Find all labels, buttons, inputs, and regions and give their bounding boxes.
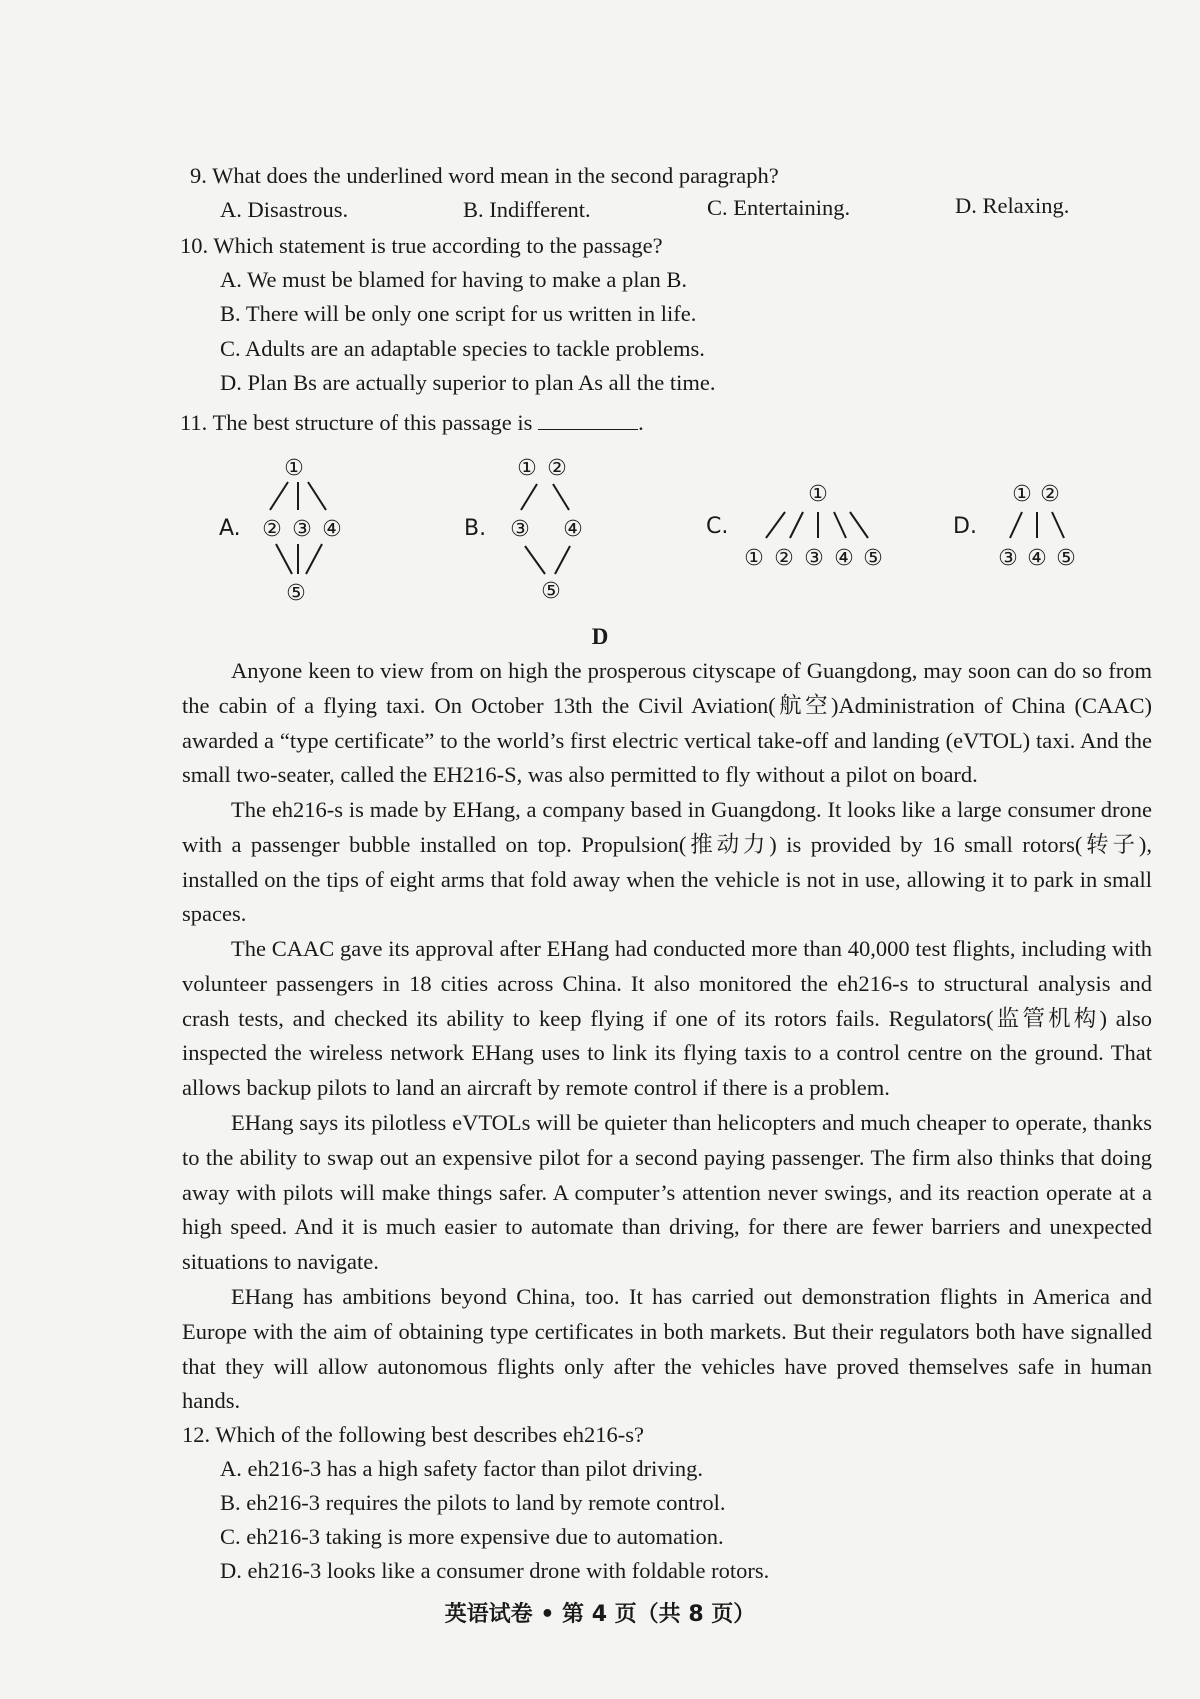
option-a-node-1: ① (284, 456, 304, 481)
option-c-node-3: ③ (804, 546, 824, 571)
q9-option-d: D. Relaxing. (955, 193, 1070, 218)
q11-stem-text: 11. The best structure of this passage is (180, 410, 539, 435)
option-a-node-3: ③ (292, 517, 312, 542)
q12-option-a: A. eh216-3 has a high safety factor than pilot driving. (220, 1456, 704, 1481)
option-b-node-4: ④ (563, 517, 583, 542)
option-c-node-4: ④ (834, 546, 854, 571)
q9-option-c: C. Entertaining. (707, 195, 851, 220)
option-c-node-5: ⑤ (863, 546, 883, 571)
q9-option-a: A. Disastrous. (220, 197, 349, 222)
section-title: D (591, 624, 609, 649)
option-b-node-2: ② (547, 456, 567, 481)
option-b-link (555, 546, 570, 574)
option-c-link (834, 512, 846, 538)
structure-diagrams (0, 448, 1200, 628)
option-a-link (308, 482, 326, 510)
q10-option-d: D. Plan Bs are actually superior to plan As all the time. (220, 370, 716, 395)
option-a-link (306, 544, 322, 574)
option-a-label: A. (219, 516, 241, 541)
option-b-link (521, 484, 537, 510)
option-b-node-5: ⑤ (541, 579, 561, 604)
option-d-node-3: ③ (998, 546, 1018, 571)
q10-option-b: B. There will be only one script for us written in life. (220, 301, 697, 326)
q12-stem: 12. Which of the following best describes eh216-s? (182, 1422, 644, 1447)
q10-option-c: C. Adults are an adaptable species to tackle problems. (220, 336, 705, 361)
option-d-node-5: ⑤ (1056, 546, 1076, 571)
option-a-node-2: ② (262, 517, 282, 542)
option-c-label: C. (706, 514, 729, 539)
option-c-link (790, 512, 803, 538)
q9-option-b: B. Indifferent. (463, 197, 591, 222)
option-d-node-1: ① (1012, 482, 1032, 507)
option-d-node-4: ④ (1027, 546, 1047, 571)
option-c-node-2: ② (774, 546, 794, 571)
option-d-link (1052, 512, 1064, 538)
option-d-node-2: ② (1040, 482, 1060, 507)
page-footer: 英语试卷 • 第 4 页（共 8 页） (444, 1602, 756, 1627)
option-d-label: D. (953, 514, 977, 539)
option-a-link (270, 482, 288, 510)
option-a-node-4: ④ (322, 517, 342, 542)
option-c-link (766, 512, 785, 538)
passage-paragraph-1: Anyone keen to view from on high the prosperous cityscape of Guangdong, may soon can do so from the cabin of a flying taxi. On October 13th the Civil Aviation(航空)Administration of China (CAAC) awarded a “type certificate” to the world’s first electric vertical take-off and landing (eVTOL) taxi. And the small two-seater, called the EH216-S, was also permitted to fly without a pilot on board. (182, 658, 1152, 788)
option-b-node-1: ① (517, 456, 537, 481)
q12-option-c: C. eh216-3 taking is more expensive due to automation. (220, 1524, 724, 1549)
option-a-node-5: ⑤ (286, 581, 306, 606)
option-b-label: B. (464, 516, 487, 541)
option-c-node-1b: ① (744, 546, 764, 571)
option-a-link (276, 544, 292, 574)
q10-stem: 10. Which statement is true according to the passage? (180, 233, 663, 258)
option-d-link (1010, 512, 1022, 538)
q12-option-d: D. eh216-3 looks like a consumer drone with foldable rotors. (220, 1558, 770, 1583)
q12-option-b: B. eh216-3 requires the pilots to land by remote control. (220, 1490, 726, 1515)
option-c-link (850, 512, 868, 538)
q9-stem: 9. What does the underlined word mean in the second paragraph? (190, 163, 779, 188)
answer-blank (538, 407, 638, 430)
option-b-link (553, 484, 569, 510)
option-c-node-1: ① (808, 482, 828, 507)
passage-paragraph-4: EHang says its pilotless eVTOLs will be quieter than helicopters and much cheaper to operate, thanks to the ability to swap out an expensive pilot for a second paying passenger. The firm also thinks that doing away with pilots will make things safer. A computer’s attention never swings, and its reaction operate at a high speed. And it is much easier to automate than driving, for there are fewer barriers and unexpected situations to navigate. (182, 1110, 1152, 1275)
option-b-node-3: ③ (510, 517, 530, 542)
q10-option-a: A. We must be blamed for having to make a plan B. (220, 267, 688, 292)
passage-paragraph-2: The eh216-s is made by EHang, a company based in Guangdong. It looks like a large consumer drone with a passenger bubble installed on top. Propulsion(推动力) is provided by 16 small rotors(转子), installed on the tips of eight arms that fold away when the vehicle is not in use, allowing it to park in small spaces. (182, 797, 1152, 927)
passage-paragraph-3: The CAAC gave its approval after EHang had conducted more than 40,000 test flights, including with volunteer passengers in 18 cities across China. It also monitored the eh216-s to structural analysis and crash tests, and checked its ability to keep flying if one of its rotors fails. Regulators(监管机构) also inspected the wireless network EHang uses to link its flying taxis to a control centre on the ground. That allows backup pilots to land an aircraft by remote control if there is a problem. (182, 936, 1152, 1101)
q11-stem-end: . (638, 410, 644, 435)
option-b-link (525, 546, 545, 574)
q11-stem (180, 406, 644, 440)
passage-paragraph-5: EHang has ambitions beyond China, too. It has carried out demonstration flights in America and Europe with the aim of obtaining type certificates in both markets. But their regulators both have signalled that they will allow autonomous flights only after the vehicles have proved themselves safe in human hands. (182, 1284, 1152, 1414)
